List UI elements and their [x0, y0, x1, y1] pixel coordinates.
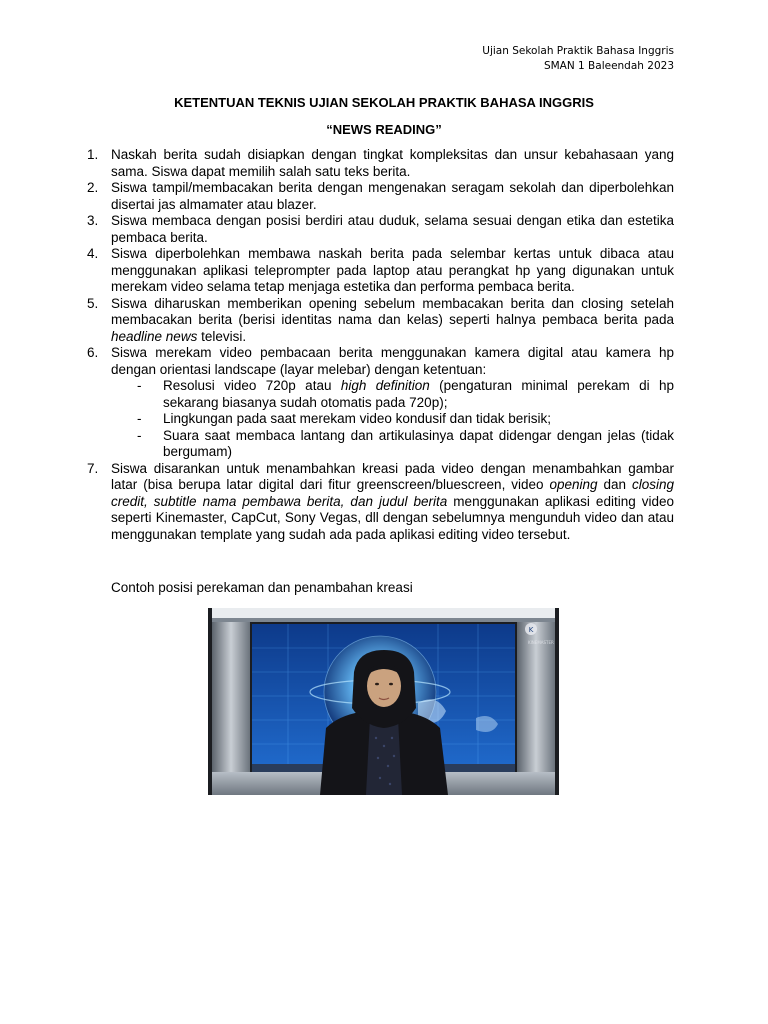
- watermark-text: KINEMASTER: [528, 640, 554, 645]
- item-text-part: dan: [597, 477, 632, 492]
- header-exam-name: Ujian Sekolah Praktik Bahasa Inggris: [482, 45, 674, 57]
- list-item: [87, 345, 674, 461]
- item-number: 6.: [87, 345, 99, 360]
- item-text-emphasis: closing credit, subtitle nama pembawa berita, dan judul berita: [111, 477, 674, 509]
- photo-caption: Contoh posisi perekaman dan penambahan kreasi: [111, 580, 413, 595]
- item-text: [111, 461, 674, 542]
- sublist-item: [137, 428, 674, 461]
- sublist-item: [137, 411, 674, 428]
- item-number: 3.: [87, 213, 99, 228]
- svg-text:K: K: [528, 626, 534, 634]
- list-item: [87, 246, 674, 296]
- sublist-text: Lingkungan pada saat merekam video kondusif dan tidak berisik;: [163, 411, 551, 426]
- list-item: [87, 180, 674, 213]
- item-number: 5.: [87, 295, 99, 311]
- item-number: 7.: [87, 460, 99, 476]
- list-item: [87, 296, 674, 346]
- sublist-dash: -: [137, 411, 142, 426]
- item-text-part: televisi.: [197, 328, 247, 344]
- document-header: [482, 44, 674, 74]
- list-item: [87, 213, 674, 246]
- item-text-part: Siswa disarankan untuk menambahkan kreasi pada video dengan menambahkan gambar latar (bisa berupa latar digital dari fitur greenscreen/bluescreen, video: [111, 460, 674, 492]
- item-text: Siswa tampil/membacakan berita dengan mengenakan seragam sekolah dan diperbolehkan disertai jas almamater atau blazer.: [111, 180, 674, 212]
- sublist-dash: -: [137, 378, 142, 393]
- sublist-dash: -: [137, 427, 142, 443]
- sublist-text-part: Resolusi video 720p atau: [163, 378, 341, 393]
- header-school-name: SMAN 1 Baleendah 2023: [543, 60, 674, 72]
- sublist-item: [137, 378, 674, 411]
- list-item: [87, 461, 674, 544]
- item-number: 2.: [87, 180, 99, 195]
- item-text-emphasis: headline news: [111, 328, 198, 344]
- item-text: Naskah berita sudah disiapkan dengan tingkat kompleksitas dan unsur kebahasaan yang sama. Siswa dapat memilih salah satu teks berita.: [111, 147, 674, 179]
- document-subtitle: “NEWS READING”: [326, 122, 442, 137]
- item-text: Siswa membaca dengan posisi berdiri atau duduk, selama sesuai dengan etika dan estetika pembaca berita.: [111, 213, 674, 245]
- rules-list: [87, 147, 674, 543]
- document-title: KETENTUAN TEKNIS UJIAN SEKOLAH PRAKTIK BAHASA INGGRIS: [174, 95, 594, 110]
- list-item: [87, 147, 674, 180]
- news-studio-illustration: [208, 608, 559, 795]
- item-text: [111, 296, 674, 344]
- item-text: Siswa merekam video pembacaan berita menggunakan kamera digital atau kamera hp dengan orientasi landscape (layar melebar) dengan ketentuan:: [111, 345, 674, 377]
- studio-side-panel: [212, 622, 250, 772]
- item-number: 4.: [87, 246, 99, 261]
- item-text-emphasis: opening: [549, 477, 598, 492]
- requirements-sublist: [111, 378, 674, 461]
- sublist-text-part: (pengaturan minimal perekam di hp sekarang biasanya sudah otomatis pada 720p);: [163, 378, 674, 410]
- item-text-part: Siswa diharuskan memberikan opening sebelum membacakan berita dan closing setelah membacakan berita (berisi identitas nama dan kelas) seperti halnya pembaca berita pada: [111, 295, 674, 327]
- item-number: 1.: [87, 147, 99, 162]
- sublist-text-emphasis: high definition: [340, 378, 430, 393]
- news-studio-photo: [208, 608, 559, 795]
- item-text: Siswa diperbolehkan membawa naskah berita pada selembar kertas untuk dibaca atau menggunakan aplikasi teleprompter pada laptop atau perangkat hp yang digunakan untuk merekam video selama tetap menjaga estetika dan performa pembaca berita.: [111, 246, 674, 294]
- item-text-part: menggunakan aplikasi editing video seperti Kinemaster, CapCut, Sony Vegas, dll dengan sebelumnya mengunduh video dan atau menggunakan template yang sudah ada pada aplikasi editing video tersebut.: [111, 493, 675, 542]
- sublist-text: Suara saat membaca lantang dan artikulasinya dapat didengar dengan jelas (tidak bergumam): [163, 427, 674, 459]
